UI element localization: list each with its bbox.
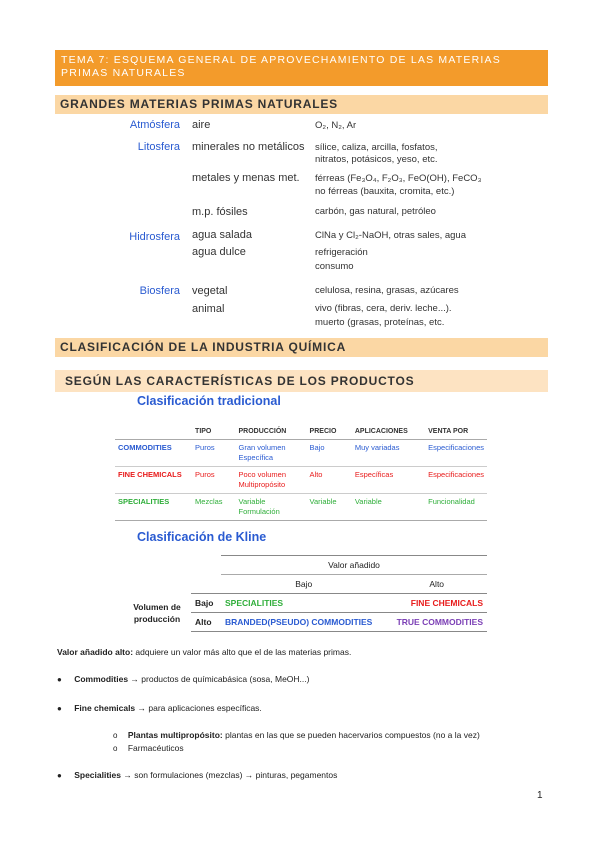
detail-vegetal: celulosa, resina, grasas, azúcares <box>315 285 459 296</box>
cell: Bajo <box>307 440 352 467</box>
traditional-classification-title: Clasificación tradicional <box>137 394 281 408</box>
row-label: COMMODITIES <box>115 440 192 467</box>
sub-bullet-bold: Plantas multipropósito: <box>127 730 223 740</box>
table-header-row <box>115 424 487 440</box>
bullet-bold: Specialities <box>74 770 121 780</box>
circle-bullet-icon: o <box>113 744 118 753</box>
cell: Especificaciones <box>425 467 487 494</box>
valor-bold: Valor añadido alto: <box>57 647 134 657</box>
bullet-dot-icon: ● <box>57 675 62 684</box>
subsection-heading-products: SEGÚN LAS CARACTERÍSTICAS DE LOS PRODUCTOS <box>55 370 548 392</box>
row-alto-label: Alto <box>191 613 221 632</box>
table-row <box>115 440 487 467</box>
bullet-dot-icon: ● <box>57 704 62 713</box>
detail-metales-1: férreas (Fe₃O₄, F₂O₃, FeO(OH), FeCO₃ <box>315 173 482 184</box>
row-label: SPECIALITIES <box>115 494 192 521</box>
kline-fine-chemicals: FINE CHEMICALS <box>386 594 487 613</box>
item-minerales: minerales no metálicos <box>192 141 305 153</box>
item-animal: animal <box>192 303 225 315</box>
item-agua-dulce: agua dulce <box>192 246 246 258</box>
header-produccion: PRODUCCIÓN <box>236 424 307 440</box>
detail-minerales-1: sílice, caliza, arcilla, fosfatos, <box>315 142 438 153</box>
cell: Especificaciones <box>425 440 487 467</box>
detail-agua-dulce-2: consumo <box>315 261 354 272</box>
kline-classification-table <box>123 555 487 632</box>
cell: Alto <box>307 467 352 494</box>
section-heading-classification: CLASIFICACIÓN DE LA INDUSTRIA QUÍMICA <box>55 338 548 357</box>
cell: Variable Formulación <box>236 494 307 521</box>
cell: Puros <box>192 467 235 494</box>
detail-fosiles: carbón, gas natural, petróleo <box>315 206 436 217</box>
valor-text: adquiere un valor más alto que el de las materias primas. <box>133 647 352 657</box>
table-row <box>123 556 487 575</box>
cell: Muy variadas <box>352 440 425 467</box>
table-row <box>115 467 487 494</box>
detail-animal-1: vivo (fibras, cera, deriv. leche...). <box>315 303 452 314</box>
bullet-dot-icon: ● <box>57 771 62 780</box>
bullet-commodities <box>57 674 309 684</box>
bullet-text: → para aplicaciones específicas. <box>135 703 262 713</box>
kline-branded-commodities: BRANDED(PSEUDO) COMMODITIES <box>221 613 386 632</box>
cell: Variable <box>307 494 352 521</box>
sub-bullet-plantas <box>113 730 480 740</box>
table-row <box>123 594 487 613</box>
sphere-litosfera: Litosfera <box>137 141 180 153</box>
sub-bullet-farmaceuticos <box>113 743 184 753</box>
row-bajo-label: Bajo <box>191 594 221 613</box>
item-fosiles: m.p. fósiles <box>192 206 248 218</box>
header-venta-por: VENTA POR <box>425 424 487 440</box>
page-number: 1 <box>537 790 543 801</box>
bullet-text: → son formulaciones (mezclas) → pinturas, pegamentos <box>121 770 338 780</box>
kline-classification-title: Clasificación de Kline <box>137 530 267 544</box>
value-added-label: Valor añadido <box>221 556 487 575</box>
sphere-atmosfera: Atmósfera <box>129 119 180 131</box>
volume-label: Volumen de producción <box>133 601 181 624</box>
valor-note <box>57 647 351 657</box>
bullet-bold: Fine chemicals <box>74 703 136 713</box>
header-tipo: TIPO <box>192 424 235 440</box>
detail-metales-2: no férreas (bauxita, cromita, etc.) <box>315 186 455 197</box>
table-row <box>123 575 487 594</box>
col-bajo: Bajo <box>295 579 313 589</box>
bullet-bold: Commodities <box>74 674 129 684</box>
cell: Poco volumen Multipropósito <box>236 467 307 494</box>
item-aire: aire <box>192 119 211 131</box>
detail-agua-dulce-1: refrigeración <box>315 247 368 258</box>
table-row <box>115 494 487 521</box>
sphere-hidrosfera: Hidrosfera <box>129 231 180 243</box>
page-title: TEMA 7: ESQUEMA GENERAL DE APROVECHAMIENTO DE LAS MATERIAS PRIMAS NATURALES <box>55 50 548 86</box>
section-heading-raw-materials: GRANDES MATERIAS PRIMAS NATURALES <box>55 95 548 114</box>
detail-agua-salada: ClNa y Cl₂-NaOH, otras sales, agua <box>315 230 466 241</box>
cell: Puros <box>192 440 235 467</box>
item-metales: metales y menas met. <box>192 172 300 184</box>
cell: Mezclas <box>192 494 235 521</box>
detail-minerales-2: nitratos, potásicos, yeso, etc. <box>315 154 438 165</box>
item-agua-salada: agua salada <box>192 229 252 241</box>
cell: Variable <box>352 494 425 521</box>
cell: Funcionalidad <box>425 494 487 521</box>
bullet-fine-chemicals <box>57 703 262 713</box>
circle-bullet-icon: o <box>113 731 118 740</box>
bullet-text: → productos de químicabásica (sosa, MeOH...) <box>128 674 310 684</box>
kline-true-commodities: TRUE COMMODITIES <box>386 613 487 632</box>
sub-bullet-text: Farmacéuticos <box>127 743 184 753</box>
traditional-classification-table <box>115 424 487 521</box>
cell: Gran volumen Específica <box>236 440 307 467</box>
header-aplicaciones: APLICACIONES <box>352 424 425 440</box>
item-vegetal: vegetal <box>192 285 228 297</box>
sphere-biosfera: Biosfera <box>139 285 180 297</box>
col-alto: Alto <box>429 579 445 589</box>
cell: Específicas <box>352 467 425 494</box>
detail-animal-2: muerto (grasas, proteínas, etc. <box>315 317 445 328</box>
detail-aire: O₂, N₂, Ar <box>315 120 357 131</box>
header-precio: PRECIO <box>307 424 352 440</box>
row-label: FINE CHEMICALS <box>115 467 192 494</box>
header-empty <box>115 424 192 440</box>
kline-specialities: SPECIALITIES <box>221 594 386 613</box>
bullet-specialities <box>57 770 337 780</box>
sub-bullet-text: plantas en las que se pueden hacervarios compuestos (no a la vez) <box>222 730 480 740</box>
